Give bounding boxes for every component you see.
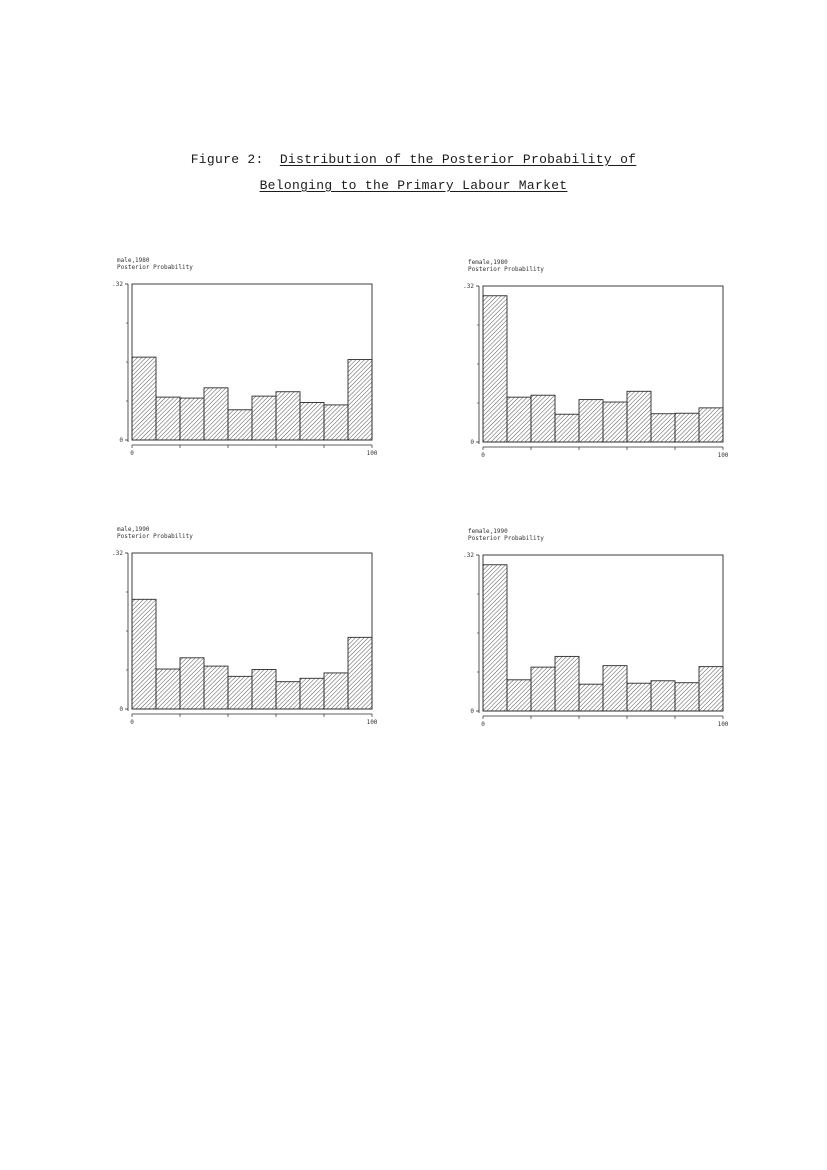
chart-title: male,1980 (117, 257, 150, 264)
histogram-bar (132, 357, 156, 440)
histogram-bar (651, 681, 675, 711)
x-tick-label: 100 (717, 721, 729, 728)
histogram-bar (603, 666, 627, 711)
chart-title: female,1980 (468, 259, 508, 266)
histogram-bar (324, 673, 348, 709)
histogram-bar (627, 391, 651, 442)
y-tick-label: 0 (119, 437, 123, 444)
chart-title: female,1990 (468, 528, 508, 535)
histogram-bar (555, 414, 579, 442)
histogram-bar (228, 676, 252, 709)
chart-svg (105, 254, 395, 466)
histogram-bar (675, 413, 699, 442)
y-tick-label: .32 (112, 281, 123, 288)
histogram-bar (675, 683, 699, 711)
x-tick-label: 0 (130, 450, 134, 457)
figure-title-line-2: Belonging to the Primary Labour Market (259, 178, 568, 193)
histogram-bar (348, 360, 372, 440)
histogram-bar (699, 408, 723, 442)
y-axis-label: Posterior Probability (117, 264, 193, 271)
histogram-bar (507, 397, 531, 442)
histogram-bar (132, 599, 156, 709)
chart-svg (456, 525, 746, 737)
x-tick-label: 100 (717, 452, 729, 459)
chart-title: male,1990 (117, 526, 150, 533)
histogram-bar (627, 683, 651, 711)
histogram-bar (603, 402, 627, 442)
x-tick-label: 100 (366, 450, 378, 457)
histogram-bar (699, 667, 723, 711)
x-tick-label: 0 (481, 721, 485, 728)
x-tick-label: 0 (130, 719, 134, 726)
histogram-male-1980 (105, 254, 395, 466)
histogram-bar (531, 395, 555, 442)
histogram-bar (483, 565, 507, 711)
histogram-bar (252, 396, 276, 440)
figure-caption-line-1 (0, 152, 827, 167)
histogram-bar (276, 682, 300, 709)
histogram-bar (531, 667, 555, 711)
chart-svg (105, 523, 395, 735)
histogram-bar (507, 680, 531, 711)
y-tick-label: 0 (470, 708, 474, 715)
y-tick-label: 0 (470, 439, 474, 446)
histogram-bar (180, 398, 204, 440)
y-tick-label: .32 (463, 283, 474, 290)
x-tick-label: 0 (481, 452, 485, 459)
histogram-bar (324, 405, 348, 440)
histogram-bar (483, 296, 507, 442)
y-tick-label: .32 (112, 550, 123, 557)
histogram-bar (156, 669, 180, 709)
figure-title-line-1: Distribution of the Posterior Probability of (279, 152, 637, 167)
chart-svg (456, 256, 746, 468)
histogram-bar (156, 397, 180, 440)
histogram-bar (180, 658, 204, 709)
histogram-bar (300, 678, 324, 709)
histogram-bar (579, 400, 603, 442)
histogram-bar (348, 637, 372, 709)
histogram-bar (204, 388, 228, 440)
histogram-bar (276, 392, 300, 440)
histogram-bar (228, 410, 252, 440)
histogram-male-1990 (105, 523, 395, 735)
figure-caption-line-2 (0, 178, 827, 193)
histogram-female-1990 (456, 525, 746, 737)
y-axis-label: Posterior Probability (117, 533, 193, 540)
x-tick-label: 100 (366, 719, 378, 726)
histogram-female-1980 (456, 256, 746, 468)
histogram-bar (252, 670, 276, 709)
histogram-bar (204, 666, 228, 709)
histogram-bar (651, 414, 675, 442)
y-axis-label: Posterior Probability (468, 535, 544, 542)
histogram-bar (300, 402, 324, 440)
y-axis-label: Posterior Probability (468, 266, 544, 273)
histogram-bar (579, 684, 603, 711)
figure-number: Figure 2: (190, 152, 264, 167)
y-tick-label: .32 (463, 552, 474, 559)
y-tick-label: 0 (119, 706, 123, 713)
histogram-bar (555, 656, 579, 711)
